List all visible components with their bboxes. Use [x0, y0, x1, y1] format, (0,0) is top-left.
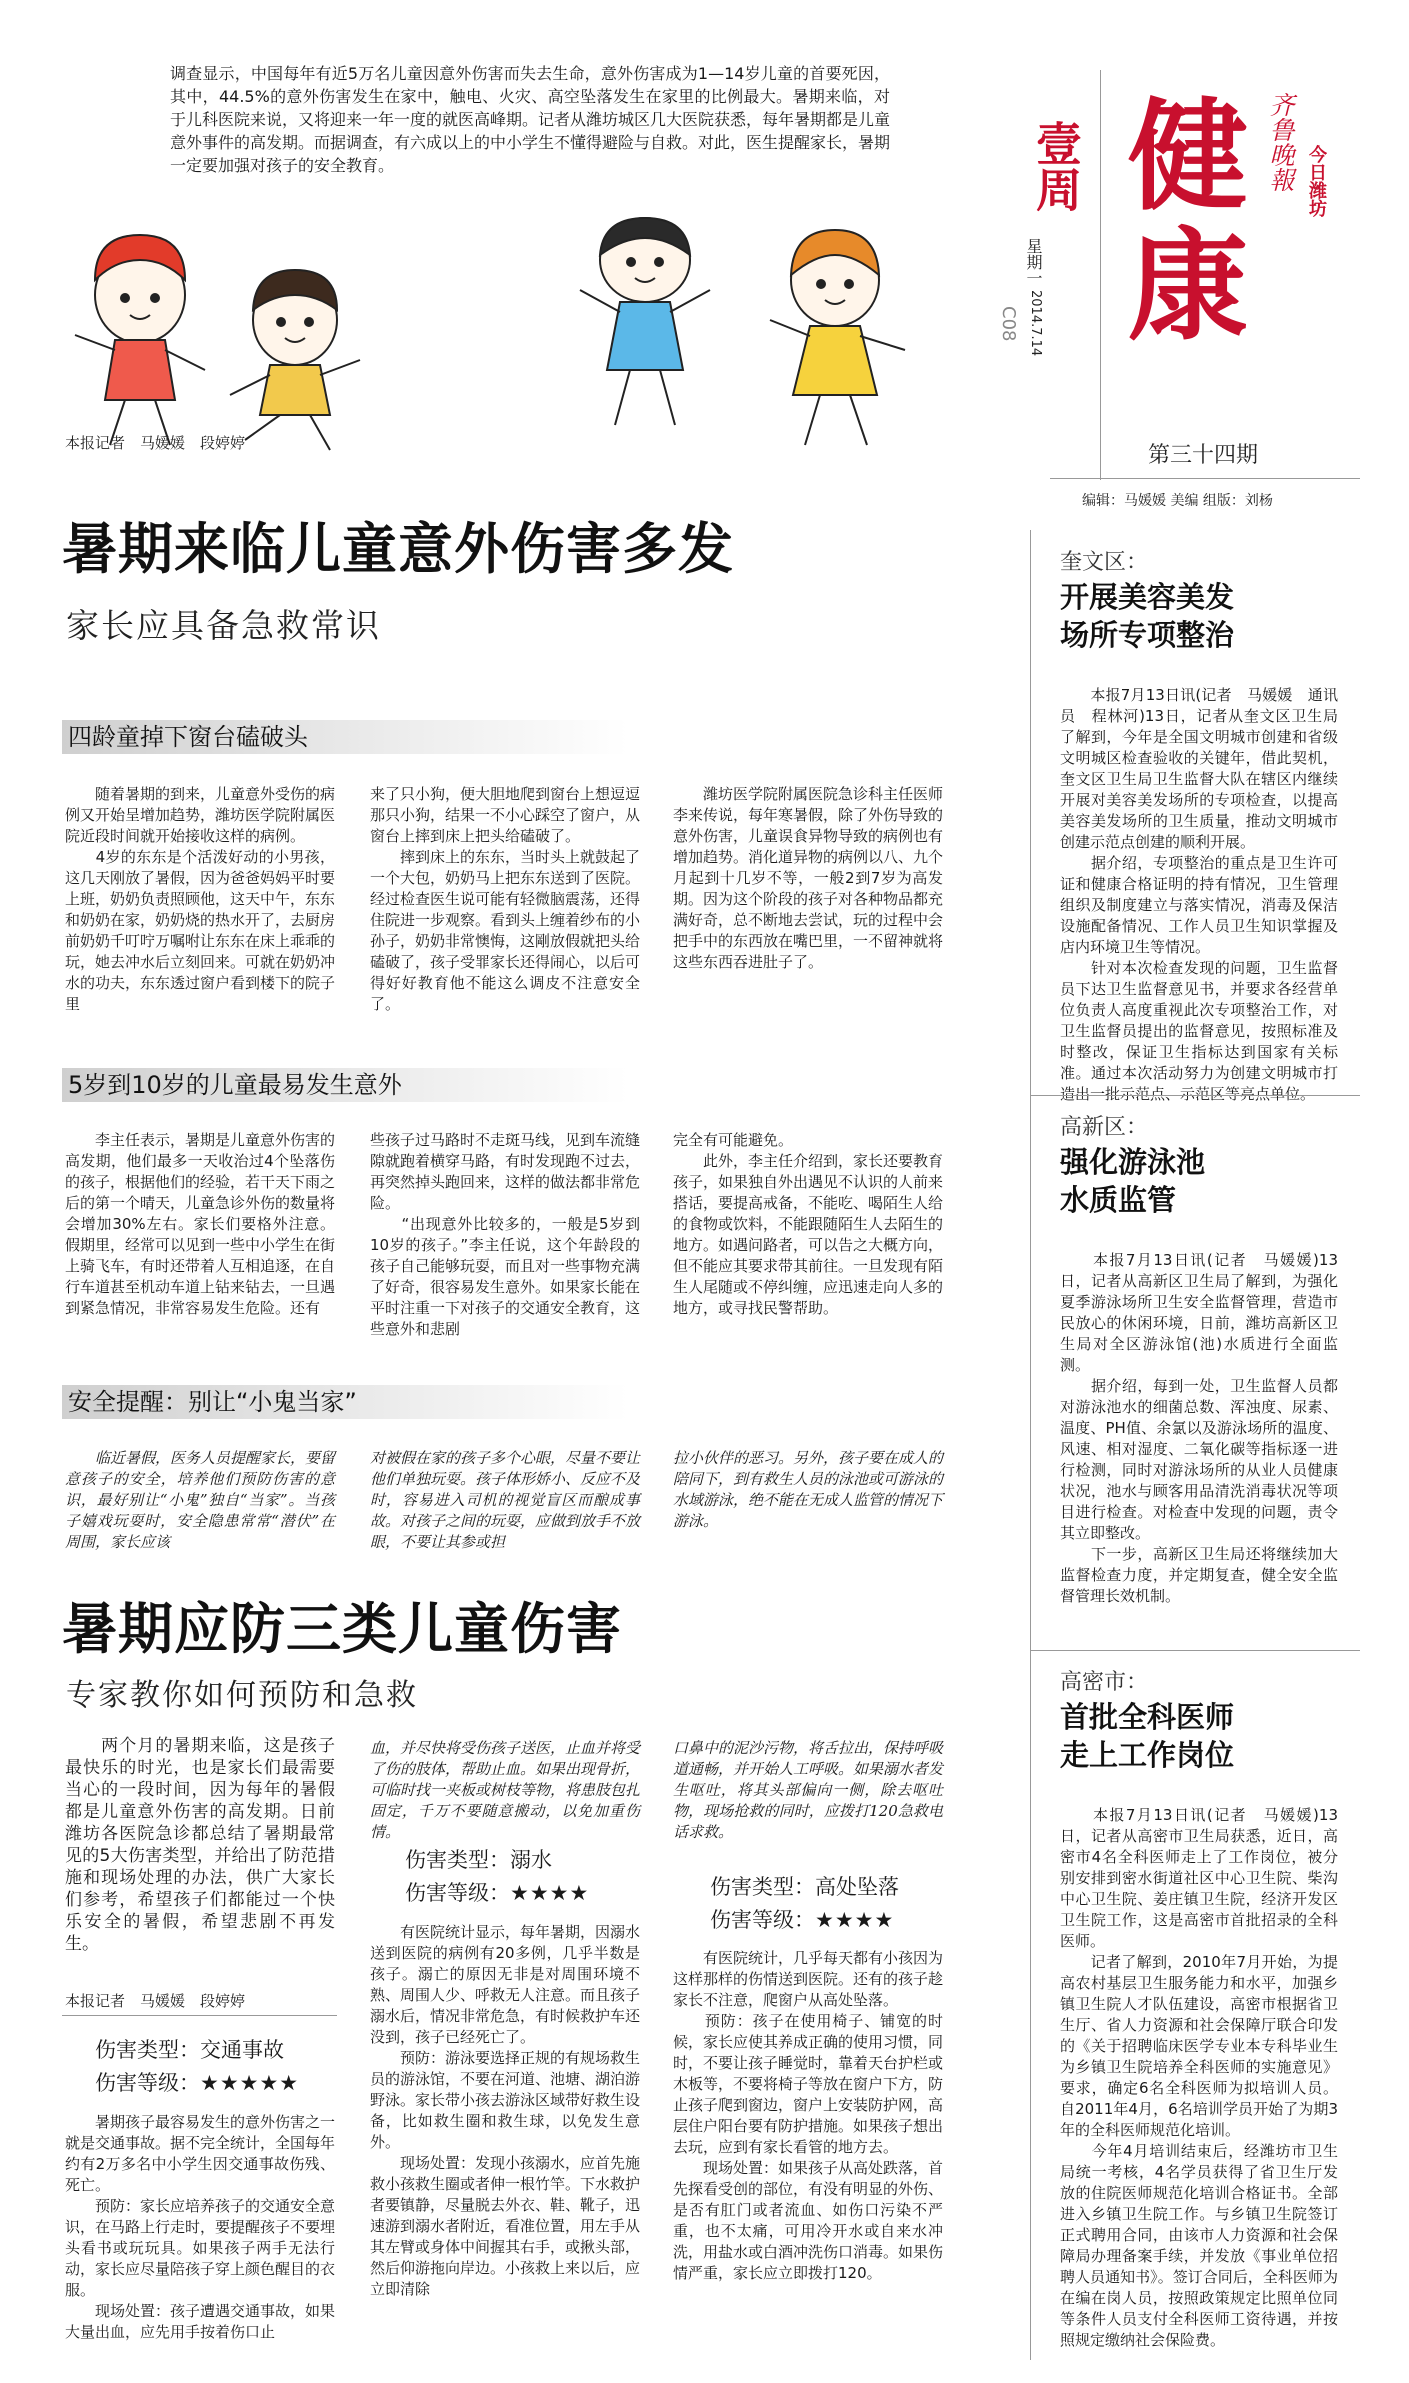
issue-date: 2014.7.14 — [1028, 290, 1043, 357]
sec1-title: 四龄童掉下窗台磕破头 — [62, 720, 628, 754]
article1-headline: 暑期来临儿童意外伤害多发 — [62, 517, 735, 581]
type2-label: 伤害类型：溺水 — [405, 1848, 552, 1872]
sec2-col2: 些孩子过马路时不走斑马线，见到车流缝隙就跑着横穿马路，有时发现跑不过去，再突然掉头跑回来，这样的做法都非常危险。 “出现意外比较多的，一般是5岁到10岁的孩子。”李主任说，这个年龄段的孩子自己能够玩耍，而且对一些事物充满了好奇，很容易发生意外。如果家长能在平时注重一下对孩子的交通安全教育，这些意外和悲剧 — [370, 1131, 641, 1338]
sec3-col3: 拉小伙伴的恶习。另外，孩子要在成人的陪同下，到有救生人员的泳池或可游泳的水域游泳，绝不能在无成人监管的情况下游泳。 — [673, 1449, 944, 1530]
type3-level — [710, 1905, 894, 1935]
sec3-col1: 临近暑假，医务人员提醒家长，要留意孩子的安全，培养他们预防伤害的意识，最好别让“小鬼”独自“当家”。当孩子嬉戏玩耍时，安全隐患常常“潜伏”在周围，家长应该 — [65, 1449, 336, 1551]
child-4 — [770, 230, 905, 445]
sidebar3-body: 本报7月13日讯(记者 马媛媛)13日，记者从高密市卫生局获悉，近日，高密市4名全科医师走上了工作岗位，被分别安排到密水街道社区中心卫生院、柴沟中心卫生院、姜庄镇卫生院，经济开发区卫生院工作，这是高密市首批招录的全科医师。 记者了解到，2010年7月开始，为提高农村基层卫生服务能力和水平，加强乡镇卫生院人才队伍建设，高密市根据省卫生厅、省人力资源和社会保障厅联合印发的《关于招聘临床医学专业本专科毕业生为乡镇卫生院培养全科医师的实施意见》要求，确定6名全科医师为拟培训人员。自2011年4月，6名培训学员开始了为期3年的全科医师规范化培训。 今年4月培训结束后，经潍坊市卫生局统一考核，4名学员获得了省卫生厅发放的住院医师规范化培训合格证书。全部进入乡镇卫生院工作。与乡镇卫生院签订正式聘用合同，由该市人力资源和社会保障局办理备案手续，并发放《事业单位招聘人员通知书》。签订合同后，全科医师为在编在岗人员，按照政策规定比照单位同等条件人员支付全科医师工资待遇，并按照规定缴纳社会保险费。 — [1060, 1806, 1338, 2349]
sidebar2-head2: 水质监管 — [1060, 1183, 1177, 1217]
sidebar1-head2: 场所专项整治 — [1060, 618, 1235, 652]
sidebar1-head1: 开展美容美发 — [1060, 580, 1235, 614]
sec3-col2: 对被假在家的孩子多个心眼，尽量不要让他们单独玩耍。孩子体形娇小、反应不及时，容易进入司机的视觉盲区而酿成事故。对孩子之间的玩耍，应做到放手不放眼，不要让其参或担 — [370, 1449, 641, 1551]
child-2 — [230, 270, 360, 450]
type1-label: 伤害类型：交通事故 — [95, 2038, 284, 2062]
brand-sub: 今日潍坊 — [1306, 145, 1327, 217]
illustration-children — [55, 200, 975, 460]
page-number: C08 — [998, 306, 1019, 342]
article1-subhead: 家长应具备急救常识 — [66, 606, 381, 645]
sidebar3-head2: 走上工作岗位 — [1060, 1738, 1235, 1772]
type3-label: 伤害类型：高处坠落 — [710, 1875, 899, 1899]
masthead-title-char2: 康 — [1128, 218, 1248, 357]
col2-top: 血，并尽快将受伤孩子送医，止血并将受了伤的肢体，帮助止血。如果出现骨折，可临时找一夹板或树枝等物，将患肢包扎固定，千万不要随意搬动，以免加重伤情。 — [370, 1739, 641, 1841]
article2-intro: 两个月的暑期来临，这是孩子最快乐的时光，也是家长们最需要当心的一段时间，因为每年的暑假都是儿童意外伤害的高发期。日前潍坊各医院急诊都总结了暑期最常见的5大伤害类型，并给出了防范措施和现场处理的办法，供广大家长们参考，希望孩子们都能过一个快乐安全的暑假，希望悲剧不再发生。 — [65, 1736, 335, 1954]
type1-body: 暑期孩子最容易发生的意外伤害之一就是交通事故。据不完全统计，全国每年约有2万多名中小学生因交通事故伤残、死亡。 预防：家长应培养孩子的交通安全意识，在马路上行走时，要提醒孩子不要埋头看书或玩玩具。如果孩子两手无法行动，家长应尽量陪孩子穿上颜色醒目的衣服。 现场处置：孩子遭遇交通事故，如果大量出血，应先用手按着伤口止 — [65, 2113, 336, 2341]
sidebar2-head1: 强化游泳池 — [1060, 1145, 1206, 1179]
section-vertical: 壹周 — [1029, 120, 1083, 212]
sidebar3-head1: 首批全科医师 — [1060, 1700, 1235, 1734]
issue-number: 第三十四期 — [1148, 443, 1259, 468]
child-3 — [580, 218, 710, 425]
sec2-col1: 李主任表示，暑期是儿童意外伤害的高发期，他们最多一天收治过4个坠落伤的孩子，根据他们的经验，若干天下雨之后的第一个晴天，儿童急诊外伤的数量将会增加30%左右。家长们要格外注意。假期里，经常可以见到一些中小学生在街上骑飞车，有时还带着人互相追逐，在自行车道甚至机动车道上钻来钻去，一旦遇到紧急情况，非常容易发生危险。还有 — [65, 1131, 336, 1317]
child-1 — [75, 235, 205, 445]
type3-level-label: 伤害等级： — [710, 1908, 815, 1932]
masthead-title-char1: 健 — [1128, 88, 1248, 227]
sidebar1-body: 本报7月13日讯(记者 马媛媛 通讯员 程林河)13日，记者从奎文区卫生局了解到，今年是全国文明城市创建和省级文明城区检查验收的关键年，借此契机，奎文区卫生局卫生监督大队在辖区内继续开展对美容美发场所的专项检查，以提高美容美发场所的卫生质量，推动文明城市创建示范点创建的顺利开展。 据介绍，专项整治的重点是卫生许可证和健康合格证明的持有情况，卫生管理组织及制度建立与落实情况，消毒及保洁设施配备情况、工作人员卫生知识掌握及店内环境卫生等情况。 针对本次检查发现的问题，卫生监督员下达卫生监督意见书，并要求各经营单位负责人高度重视此次专项整治工作，对卫生监督员提出的监督意见，按照标准及时整改，保证卫生指标达到国家有关标准。通过本次活动努力为创建文明城市打造出一批示范点、示范区等亮点单位。 — [1060, 686, 1338, 1103]
sec2-title: 5岁到10岁的儿童最易发生意外 — [62, 1068, 628, 1102]
sec2-col3: 完全有可能避免。 此外，李主任介绍到，家长还要教育孩子，如果独自外出遇见不认识的人前来搭话，要提高戒备，不能吃、喝陌生人给的食物或饮料，不能跟随陌生人去陌生的地方。如遇问路者，可以告之大概方向，但不能应其要求带其前往。一旦发现有陌生人尾随或不停纠缠，应迅速走向人多的地方，或寻找民警帮助。 — [673, 1131, 944, 1317]
type3-body: 有医院统计，几乎每天都有小孩因为这样那样的伤情送到医院。还有的孩子趁家长不注意，爬窗户从高处坠落。 预防：孩子在使用椅子、铺宽的时候，家长应使其养成正确的使用习惯，同时，不要让孩子睡觉时，靠着天台护栏或木板等，不要将椅子等放在窗户下方，防止孩子爬到窗边，窗户上安装防护网，高层住户阳台要有防护措施。如果孩子想出去玩，应到有家长看管的地方去。 现场处置：如果孩子从高处跌落，首先探看受创的部位，有没有明显的外伤、是否有肛门或者流血、如伤口污染不严重，也不太痛，可用冷开水或自来水冲洗，用盐水或白酒冲洗伤口消毒。如果伤情严重，家长应立即拨打120。 — [673, 1949, 944, 2282]
sec3-title: 安全提醒：别让“小鬼当家” — [62, 1385, 628, 1419]
sec1-col3: 潍坊医学院附属医院急诊科主任医师李来传说，每年寒暑假，除了外伤导致的意外伤害，儿童误食异物导致的病例也有增加趋势。消化道异物的病例以八、九个月起到十几岁不等，一般2到7岁为高发期。因为这个阶段的孩子对各种物品都充满好奇，总不断地去尝试，玩的过程中会把手中的东西放在嘴巴里，一不留神就将这些东西吞进肚子了。 — [673, 785, 944, 971]
type2-body: 有医院统计显示，每年暑期，因溺水送到医院的病例有20多例，几乎半数是孩子。溺亡的原因无非是对周围环境不熟、周围人少、呼救无人注意。而且孩子溺水后，情况非常危急，有时候救护车还没到，孩子已经死亡了。 预防：游泳要选择正规的有规场救生员的游泳馆，不要在河道、池塘、湖泊游野泳。家长带小孩去游泳区域带好救生设备，比如救生圈和救生球，以免发生意外。 现场处置：发现小孩溺水，应首先施救小孩救生圈或者伸一根竹竿。下水救护者要镇静，尽量脱去外衣、鞋、靴子，迅速游到溺水者附近，看准位置，用左手从其左臂或身体中间握其右手，或揪头部，然后仰游拖向岸边。小孩救上来以后，应立即清除 — [370, 1923, 641, 2298]
brand-logo: 齐鲁晚報 — [1266, 92, 1295, 192]
sec1-col1: 随着暑期的到来，儿童意外受伤的病例又开始呈增加趋势，潍坊医学院附属医院近段时间就开始接收这样的病例。 4岁的东东是个活泼好动的小男孩，这几天刚放了暑假，因为爸爸妈妈平时要上班，奶奶负责照顾他，这天中午，东东和奶奶在家，奶奶烧的热水开了，去厨房前奶奶千叮咛万嘱咐让东东在床上乖乖的玩，她去冲水后立刻回来。可就在奶奶冲水的功夫，东东透过窗户看到楼下的院子里 — [65, 785, 336, 1013]
type2-level-label: 伤害等级： — [405, 1881, 510, 1905]
type2-stars: ★★★★ — [510, 1881, 590, 1905]
sidebar1-tag: 奎文区： — [1060, 550, 1149, 575]
sec1-col2: 来了只小狗，便大胆地爬到窗台上想逗逗那只小狗，结果一不小心踩空了窗户，从窗台上摔到床上把头给磕破了。 摔到床上的东东，当时头上就鼓起了一个大包，奶奶马上把东东送到了医院。经过检查医生说可能有轻微脑震荡，还得住院进一步观察。看到头上缠着纱布的小孙子，奶奶非常懊悔，这剛放假就把头给磕破了，孩子受罪家长还得闹心，以后可得好好教育他不能这么调皮不注意安全了。 — [370, 785, 641, 1013]
lead-text: 调查显示，中国每年有近5万名儿童因意外伤害而失去生命，意外伤害成为1—14岁儿童的首要死因，其中，44.5%的意外伤害发生在家中，触电、火灾、高空坠落发生在家里的比例最大。暑期来临，对于儿科医院来说，又将迎来一年一度的就医高峰期。记者从潍坊城区几大医院获悉，每年暑期都是儿童意外事件的高发期。而据调查，有六成以上的中小学生不懂得避险与自救。对此，医生提醒家长，暑期一定要加强对孩子的安全教育。 — [170, 64, 891, 175]
article2-headline: 暑期应防三类儿童伤害 — [62, 1597, 623, 1661]
type1-stars: ★★★★★ — [200, 2071, 300, 2095]
sidebar3-tag: 高密市： — [1060, 1670, 1149, 1695]
article2-byline: 本报记者 马媛媛 段婷婷 — [65, 1992, 246, 2010]
type1-level-label: 伤害等级： — [95, 2071, 200, 2095]
article2-subhead: 专家教你如何预防和急救 — [66, 1678, 418, 1713]
sidebar2-tag: 高新区： — [1060, 1115, 1149, 1140]
type3-stars: ★★★★ — [815, 1908, 895, 1932]
sidebar2-body: 本报7月13日讯(记者 马媛媛)13日，记者从高新区卫生局了解到，为强化夏季游泳场所卫生安全监督管理，营造市民放心的休闲环境，日前，潍坊高新区卫生局对全区游泳馆(池)水质进行全面监测。 据介绍，每到一处，卫生监督人员都对游泳池水的细菌总数、浑浊度、尿素、温度、PH值、余氯以及游泳场所的温度、风速、相对湿度、二氧化碳等指标逐一进行检测，同时对游泳场所的从业人员健康状况，池水与顾客用品清洗消毒状况等项目进行检查。对检查中发现的问题，责令其立即整改。 下一步，高新区卫生局还将继续加大监督检查力度，并定期复查，健全安全监督管理长效机制。 — [1060, 1251, 1338, 1605]
editors: 编辑：马媛媛 美编 组版：刘杨 — [1082, 493, 1273, 509]
weekday: 星期一 — [1024, 238, 1043, 286]
type1-level — [95, 2068, 299, 2098]
col3-top: 口鼻中的泥沙污物，将舌拉出，保持呼吸道通畅，并开始人工呼吸。如果溺水者发生呕吐，将其头部偏向一侧，除去呕吐物，现场抢救的同时，应拨打120急救电话求救。 — [673, 1739, 944, 1841]
type2-level — [405, 1878, 589, 1908]
lead-byline: 本报记者 马媛媛 段婷婷 — [65, 434, 246, 452]
